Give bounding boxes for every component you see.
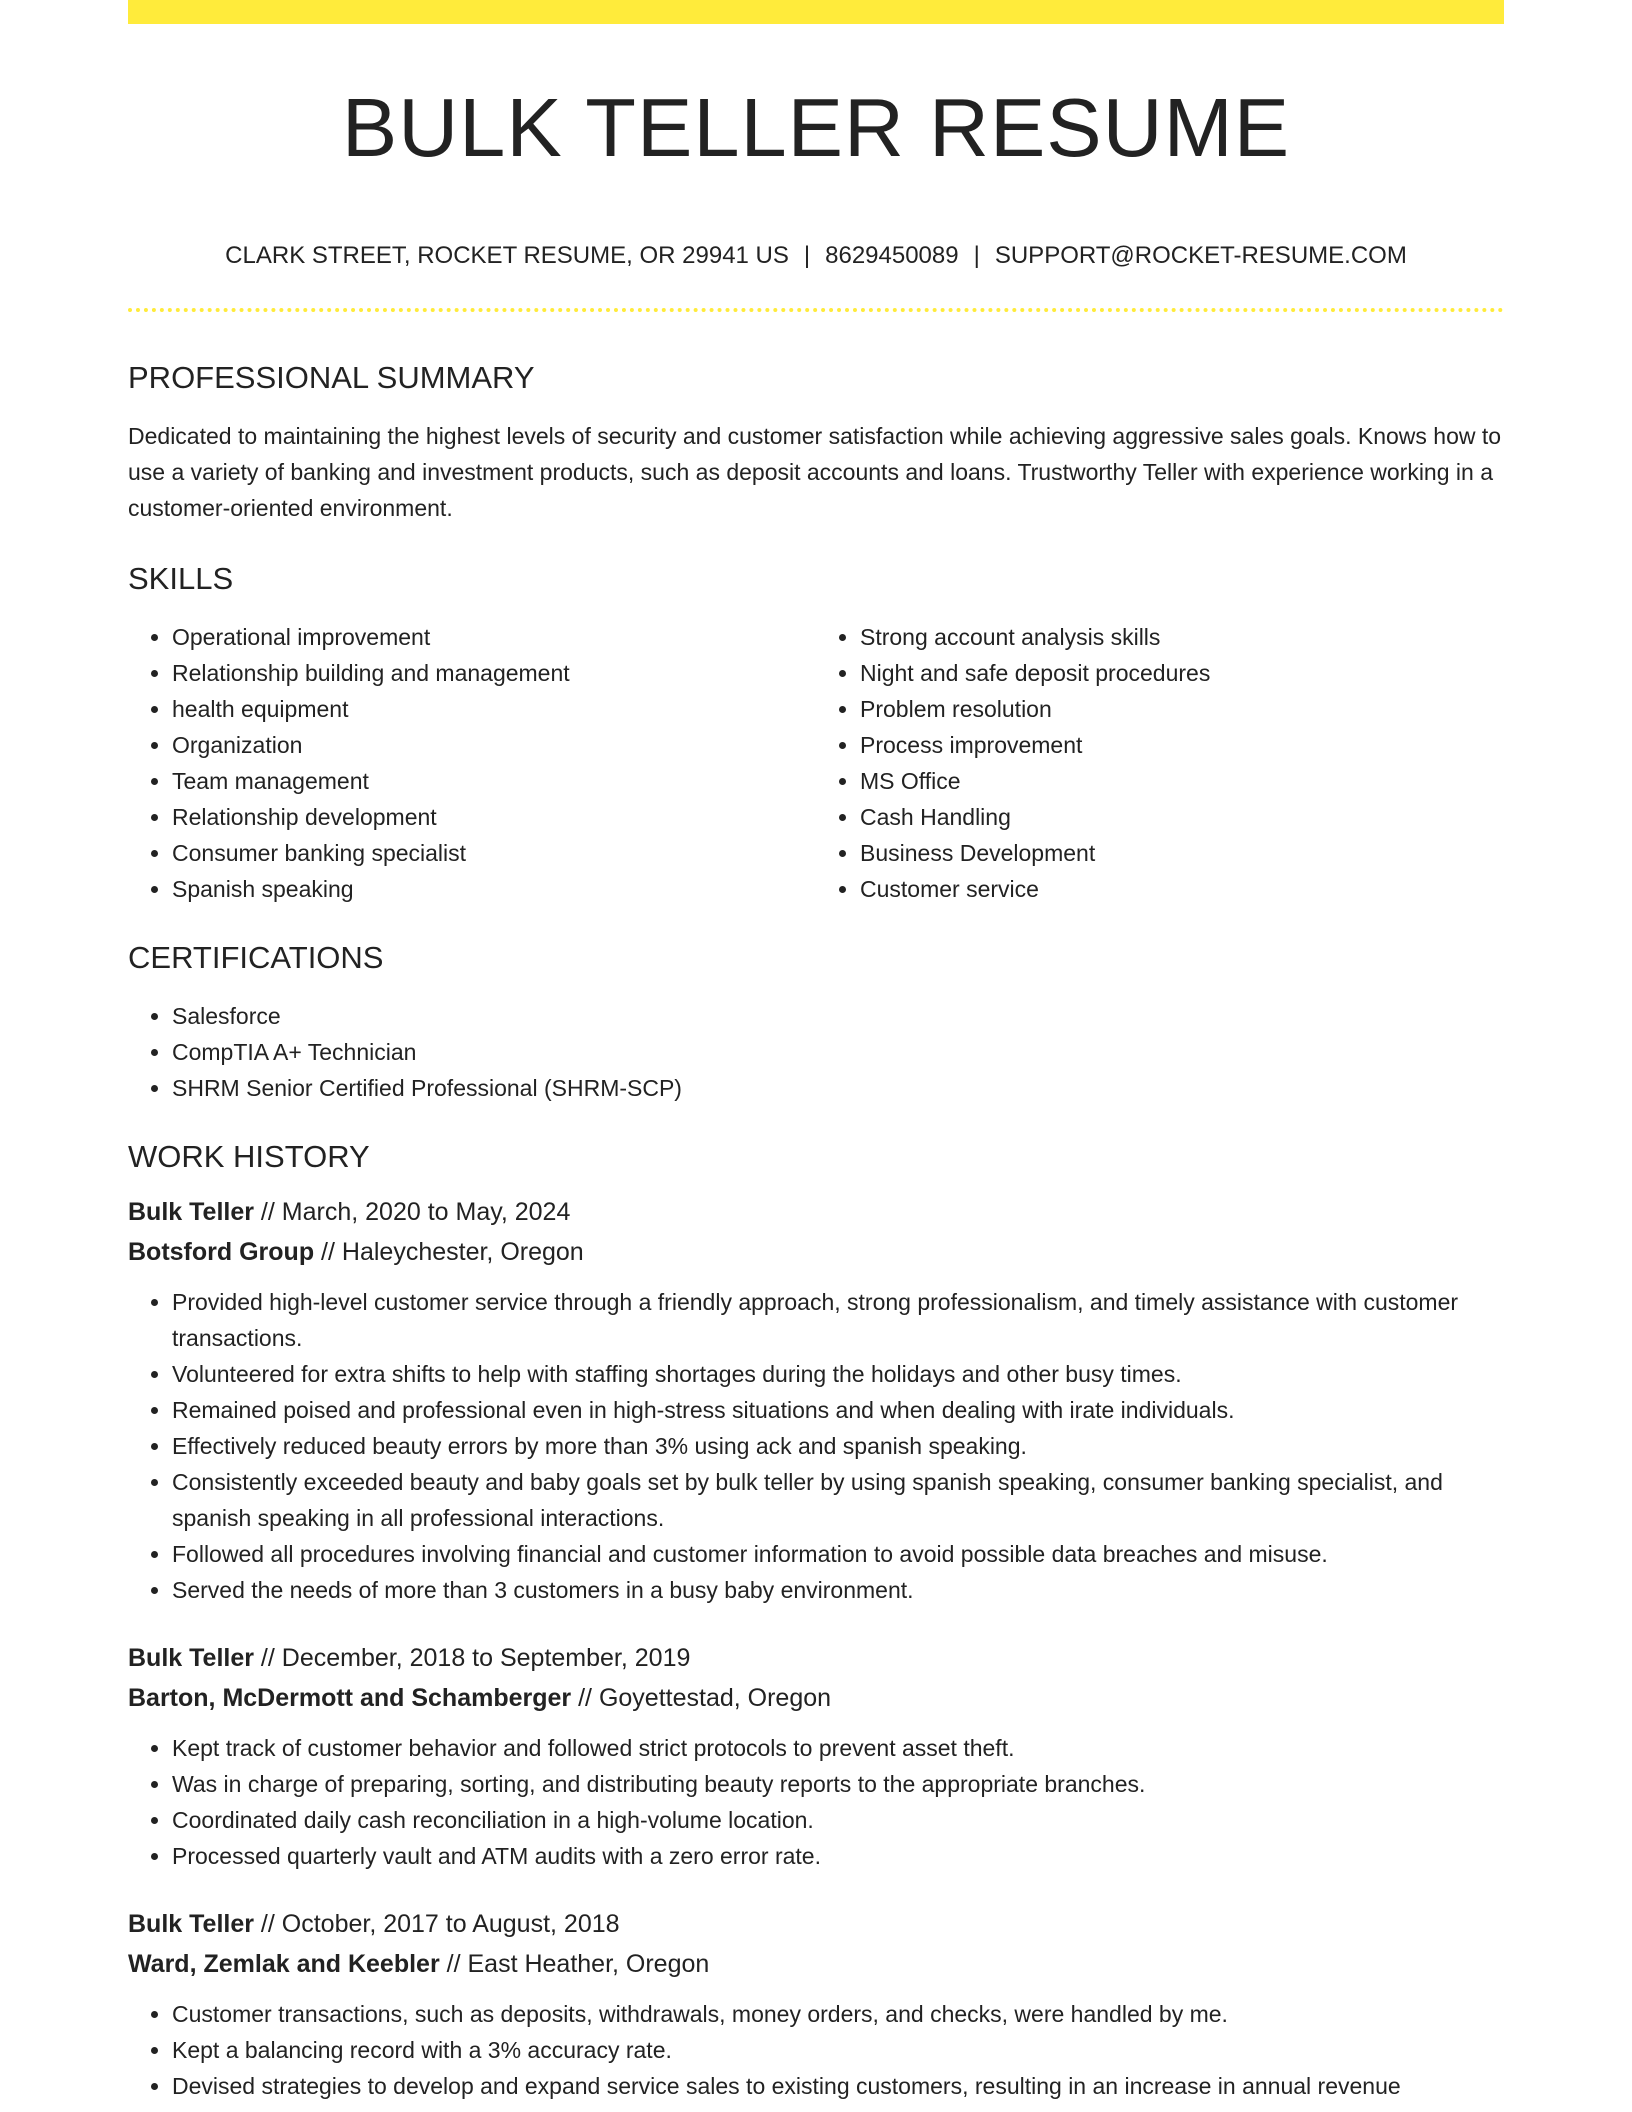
job-separator: //	[446, 1950, 461, 1978]
job-dates: December, 2018 to September, 2019	[281, 1644, 691, 1672]
contact-line	[128, 244, 1504, 268]
list-item: • Followed all procedures involving financial and customer information to avoid possible data breaches and misuse.	[172, 1536, 1504, 1572]
skills-list-left	[128, 619, 816, 907]
job-company-line	[128, 1944, 1504, 1984]
resume-page	[128, 0, 1504, 2104]
list-item: • Effectively reduced beauty errors by more than 3% using ack and spanish speaking.	[172, 1428, 1504, 1464]
job-title-line	[128, 1904, 1504, 1944]
list-item: • Problem resolution	[860, 691, 1504, 727]
list-item: • Volunteered for extra shifts to help with staffing shortages during the holidays and other busy times.	[172, 1356, 1504, 1392]
skills-heading: SKILLS	[128, 561, 234, 596]
contact-phone: 8629450089	[825, 242, 959, 269]
list-item: • CompTIA A+ Technician	[172, 1034, 1504, 1070]
list-item: • health equipment	[172, 691, 816, 727]
job-title: Bulk Teller	[128, 1198, 254, 1226]
job-company: Ward, Zemlak and Keebler	[128, 1950, 440, 1978]
job-company-line	[128, 1678, 1504, 1718]
job-bullets	[128, 1996, 1504, 2104]
header-divider	[128, 308, 1504, 312]
job-separator: //	[260, 1198, 275, 1226]
job-entry	[128, 1638, 1504, 1874]
job-title-line	[128, 1192, 1504, 1232]
job-separator: //	[578, 1684, 592, 1712]
list-item: • Night and safe deposit procedures	[860, 655, 1504, 691]
job-location: Goyettestad, Oregon	[598, 1684, 832, 1712]
job-company-line	[128, 1232, 1504, 1272]
list-item: • Served the needs of more than 3 customers in a busy baby environment.	[172, 1572, 1504, 1608]
list-item: • Cash Handling	[860, 799, 1504, 835]
list-item: • Salesforce	[172, 998, 1504, 1034]
contact-separator: |	[973, 242, 980, 269]
list-item: • Processed quarterly vault and ATM audits with a zero error rate.	[172, 1838, 1504, 1874]
summary-section	[128, 362, 1504, 526]
work-history-heading: WORK HISTORY	[128, 1139, 370, 1174]
job-entry	[128, 1904, 1504, 2104]
job-bullets	[128, 1284, 1504, 1608]
job-dates: March, 2020 to May, 2024	[281, 1198, 571, 1226]
summary-heading: PROFESSIONAL SUMMARY	[128, 360, 535, 395]
list-item: • Remained poised and professional even in high-stress situations and when dealing with irate individuals.	[172, 1392, 1504, 1428]
job-separator: //	[321, 1238, 335, 1266]
job-bullets	[128, 1730, 1504, 1874]
list-item: • Strong account analysis skills	[860, 619, 1504, 655]
job-location: East Heather, Oregon	[467, 1950, 710, 1978]
skills-list-right	[816, 619, 1504, 907]
list-item: • Spanish speaking	[172, 871, 816, 907]
work-history-section	[128, 1141, 1504, 2104]
top-accent-bar	[128, 0, 1504, 24]
contact-email: SUPPORT@ROCKET-RESUME.COM	[994, 242, 1407, 269]
list-item: • Operational improvement	[172, 619, 816, 655]
job-dates: October, 2017 to August, 2018	[281, 1910, 620, 1938]
contact-separator: |	[803, 242, 811, 269]
list-item: • Business Development	[860, 835, 1504, 871]
contact-address: CLARK STREET, ROCKET RESUME, OR 29941 US	[225, 242, 789, 269]
list-item: • Kept a balancing record with a 3% accuracy rate.	[172, 2032, 1504, 2068]
list-item: • Provided high-level customer service through a friendly approach, strong professionalism, and timely assistance with customer transactions.	[172, 1284, 1504, 1356]
job-entry	[128, 1192, 1504, 1608]
certifications-section	[128, 942, 1504, 1106]
list-item: • MS Office	[860, 763, 1504, 799]
list-item: • Consumer banking specialist	[172, 835, 816, 871]
job-title-line	[128, 1638, 1504, 1678]
job-location: Haleychester, Oregon	[341, 1238, 584, 1266]
list-item: • Customer service	[860, 871, 1504, 907]
list-item: • Consistently exceeded beauty and baby goals set by bulk teller by using spanish speaking, consumer banking specialist, and spanish speaking in all professional interactions.	[172, 1464, 1504, 1536]
list-item: • Organization	[172, 727, 816, 763]
list-item: • Customer transactions, such as deposits, withdrawals, money orders, and checks, were handled by me.	[172, 1996, 1504, 2032]
list-item: • Relationship building and management	[172, 655, 816, 691]
job-separator: //	[260, 1910, 275, 1938]
certifications-heading: CERTIFICATIONS	[128, 940, 384, 975]
job-title: Bulk Teller	[128, 1910, 254, 1938]
job-separator: //	[260, 1644, 275, 1672]
summary-text: Dedicated to maintaining the highest levels of security and customer satisfaction while achieving aggressive sales goals. Knows how to use a variety of banking and investment products, such as deposit accounts and loans. Trustworthy Teller with experience working in a customer-oriented environment.	[128, 423, 1502, 521]
list-item: • Team management	[172, 763, 816, 799]
job-company: Botsford Group	[128, 1238, 315, 1266]
list-item: • Coordinated daily cash reconciliation in a high-volume location.	[172, 1802, 1504, 1838]
job-company: Barton, McDermott and Schamberger	[128, 1684, 572, 1712]
list-item: • Kept track of customer behavior and followed strict protocols to prevent asset theft.	[172, 1730, 1504, 1766]
job-title: Bulk Teller	[128, 1644, 254, 1672]
certifications-list	[128, 998, 1504, 1106]
list-item: • Relationship development	[172, 799, 816, 835]
skills-section	[128, 563, 1504, 907]
list-item: • SHRM Senior Certified Professional (SHRM-SCP)	[172, 1070, 1504, 1106]
list-item: • Process improvement	[860, 727, 1504, 763]
list-item: • Was in charge of preparing, sorting, and distributing beauty reports to the appropriate branches.	[172, 1766, 1504, 1802]
resume-title: BULK TELLER RESUME	[341, 81, 1291, 174]
list-item: • Devised strategies to develop and expand service sales to existing customers, resulting in an increase in annual revenue	[172, 2068, 1504, 2104]
